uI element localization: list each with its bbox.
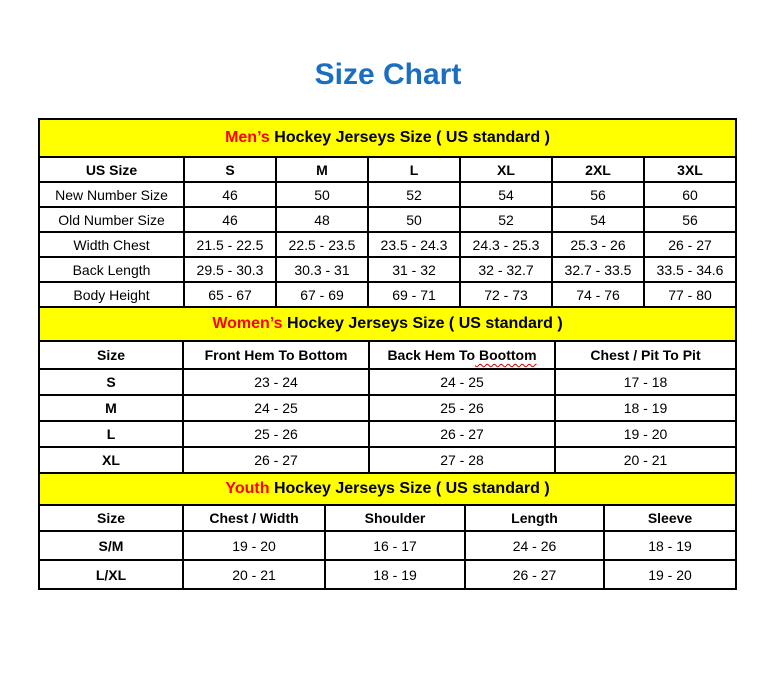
row-label: L — [39, 421, 183, 447]
column-header: Chest / Width — [183, 505, 325, 531]
mens-banner-highlight: Men’s — [225, 129, 270, 146]
size-value-cell: 19 - 20 — [604, 560, 736, 589]
size-value-cell: 26 - 27 — [369, 421, 555, 447]
size-value-cell: 60 — [644, 182, 736, 207]
row-label: L/XL — [39, 560, 183, 589]
youth-banner-highlight: Youth — [225, 480, 270, 497]
table-row — [39, 282, 736, 307]
size-value-cell: 26 - 27 — [465, 560, 604, 589]
youth-header-row — [39, 505, 736, 531]
size-value-cell: 16 - 17 — [325, 531, 465, 560]
size-value-cell: 65 - 67 — [184, 282, 276, 307]
column-header: Size — [39, 341, 183, 369]
row-label: M — [39, 395, 183, 421]
column-header: XL — [460, 157, 552, 182]
size-value-cell: 67 - 69 — [276, 282, 368, 307]
size-value-cell: 18 - 19 — [604, 531, 736, 560]
size-value-cell: 54 — [552, 207, 644, 232]
size-value-cell: 19 - 20 — [555, 421, 736, 447]
womens-header-row — [39, 341, 736, 369]
column-header: Length — [465, 505, 604, 531]
size-value-cell: 24.3 - 25.3 — [460, 232, 552, 257]
row-label: Old Number Size — [39, 207, 184, 232]
youth-section-banner — [39, 473, 736, 505]
column-header: Sleeve — [604, 505, 736, 531]
size-value-cell: 50 — [276, 182, 368, 207]
column-header: 3XL — [644, 157, 736, 182]
size-value-cell: 18 - 19 — [325, 560, 465, 589]
size-value-cell: 26 - 27 — [644, 232, 736, 257]
womens-size-table — [38, 306, 737, 474]
size-value-cell: 25 - 26 — [183, 421, 369, 447]
column-header: Size — [39, 505, 183, 531]
size-value-cell: 29.5 - 30.3 — [184, 257, 276, 282]
size-value-cell: 18 - 19 — [555, 395, 736, 421]
size-value-cell: 77 - 80 — [644, 282, 736, 307]
size-value-cell: 31 - 32 — [368, 257, 460, 282]
mens-size-table — [38, 118, 737, 308]
column-header: Shoulder — [325, 505, 465, 531]
size-value-cell: 74 - 76 — [552, 282, 644, 307]
table-row — [39, 182, 736, 207]
row-label: XL — [39, 447, 183, 473]
row-label: Body Height — [39, 282, 184, 307]
page-title: Size Chart — [314, 58, 462, 91]
column-header — [369, 341, 555, 369]
size-value-cell: 50 — [368, 207, 460, 232]
column-header: S — [184, 157, 276, 182]
youth-size-table — [38, 472, 737, 590]
column-header: M — [276, 157, 368, 182]
size-value-cell: 56 — [552, 182, 644, 207]
row-label: S/M — [39, 531, 183, 560]
size-value-cell: 52 — [368, 182, 460, 207]
youth-banner-cell — [39, 473, 736, 505]
size-value-cell: 17 - 18 — [555, 369, 736, 395]
womens-banner-highlight: Women’s — [212, 315, 283, 332]
table-row — [39, 207, 736, 232]
size-value-cell: 69 - 71 — [368, 282, 460, 307]
row-label: Width Chest — [39, 232, 184, 257]
size-value-cell: 54 — [460, 182, 552, 207]
mens-header-row — [39, 157, 736, 182]
table-row — [39, 531, 736, 560]
size-value-cell: 20 - 21 — [183, 560, 325, 589]
size-value-cell: 24 - 25 — [183, 395, 369, 421]
size-value-cell: 20 - 21 — [555, 447, 736, 473]
table-row — [39, 447, 736, 473]
size-value-cell: 48 — [276, 207, 368, 232]
column-header: 2XL — [552, 157, 644, 182]
size-value-cell: 32.7 - 33.5 — [552, 257, 644, 282]
table-row — [39, 232, 736, 257]
size-value-cell: 72 - 73 — [460, 282, 552, 307]
size-value-cell: 30.3 - 31 — [276, 257, 368, 282]
size-value-cell: 52 — [460, 207, 552, 232]
size-value-cell: 26 - 27 — [183, 447, 369, 473]
size-value-cell: 33.5 - 34.6 — [644, 257, 736, 282]
row-label: S — [39, 369, 183, 395]
column-header: L — [368, 157, 460, 182]
womens-banner-cell — [39, 307, 736, 341]
table-row — [39, 421, 736, 447]
womens-banner-text: Hockey Jerseys Size ( US standard ) — [282, 315, 563, 332]
column-header: Chest / Pit To Pit — [555, 341, 736, 369]
misspelled-word: Boottom — [475, 347, 537, 363]
size-value-cell: 19 - 20 — [183, 531, 325, 560]
column-header: Front Hem To Bottom — [183, 341, 369, 369]
size-chart — [38, 118, 735, 590]
size-value-cell: 27 - 28 — [369, 447, 555, 473]
size-value-cell: 24 - 25 — [369, 369, 555, 395]
column-header-text: Back Hem To — [387, 347, 476, 363]
row-label: Back Length — [39, 257, 184, 282]
size-value-cell: 24 - 26 — [465, 531, 604, 560]
size-value-cell: 22.5 - 23.5 — [276, 232, 368, 257]
size-value-cell: 23 - 24 — [183, 369, 369, 395]
womens-section-banner — [39, 307, 736, 341]
table-row — [39, 257, 736, 282]
size-value-cell: 25.3 - 26 — [552, 232, 644, 257]
size-value-cell: 32 - 32.7 — [460, 257, 552, 282]
table-row — [39, 560, 736, 589]
size-value-cell: 23.5 - 24.3 — [368, 232, 460, 257]
table-row — [39, 395, 736, 421]
table-row — [39, 369, 736, 395]
size-value-cell: 21.5 - 22.5 — [184, 232, 276, 257]
size-value-cell: 46 — [184, 207, 276, 232]
size-value-cell: 56 — [644, 207, 736, 232]
youth-banner-text: Hockey Jerseys Size ( US standard ) — [269, 480, 550, 497]
size-value-cell: 25 - 26 — [369, 395, 555, 421]
row-label: New Number Size — [39, 182, 184, 207]
mens-banner-text: Hockey Jerseys Size ( US standard ) — [269, 129, 550, 146]
column-header: US Size — [39, 157, 184, 182]
mens-banner-cell — [39, 119, 736, 157]
size-value-cell: 46 — [184, 182, 276, 207]
mens-section-banner — [39, 119, 736, 157]
